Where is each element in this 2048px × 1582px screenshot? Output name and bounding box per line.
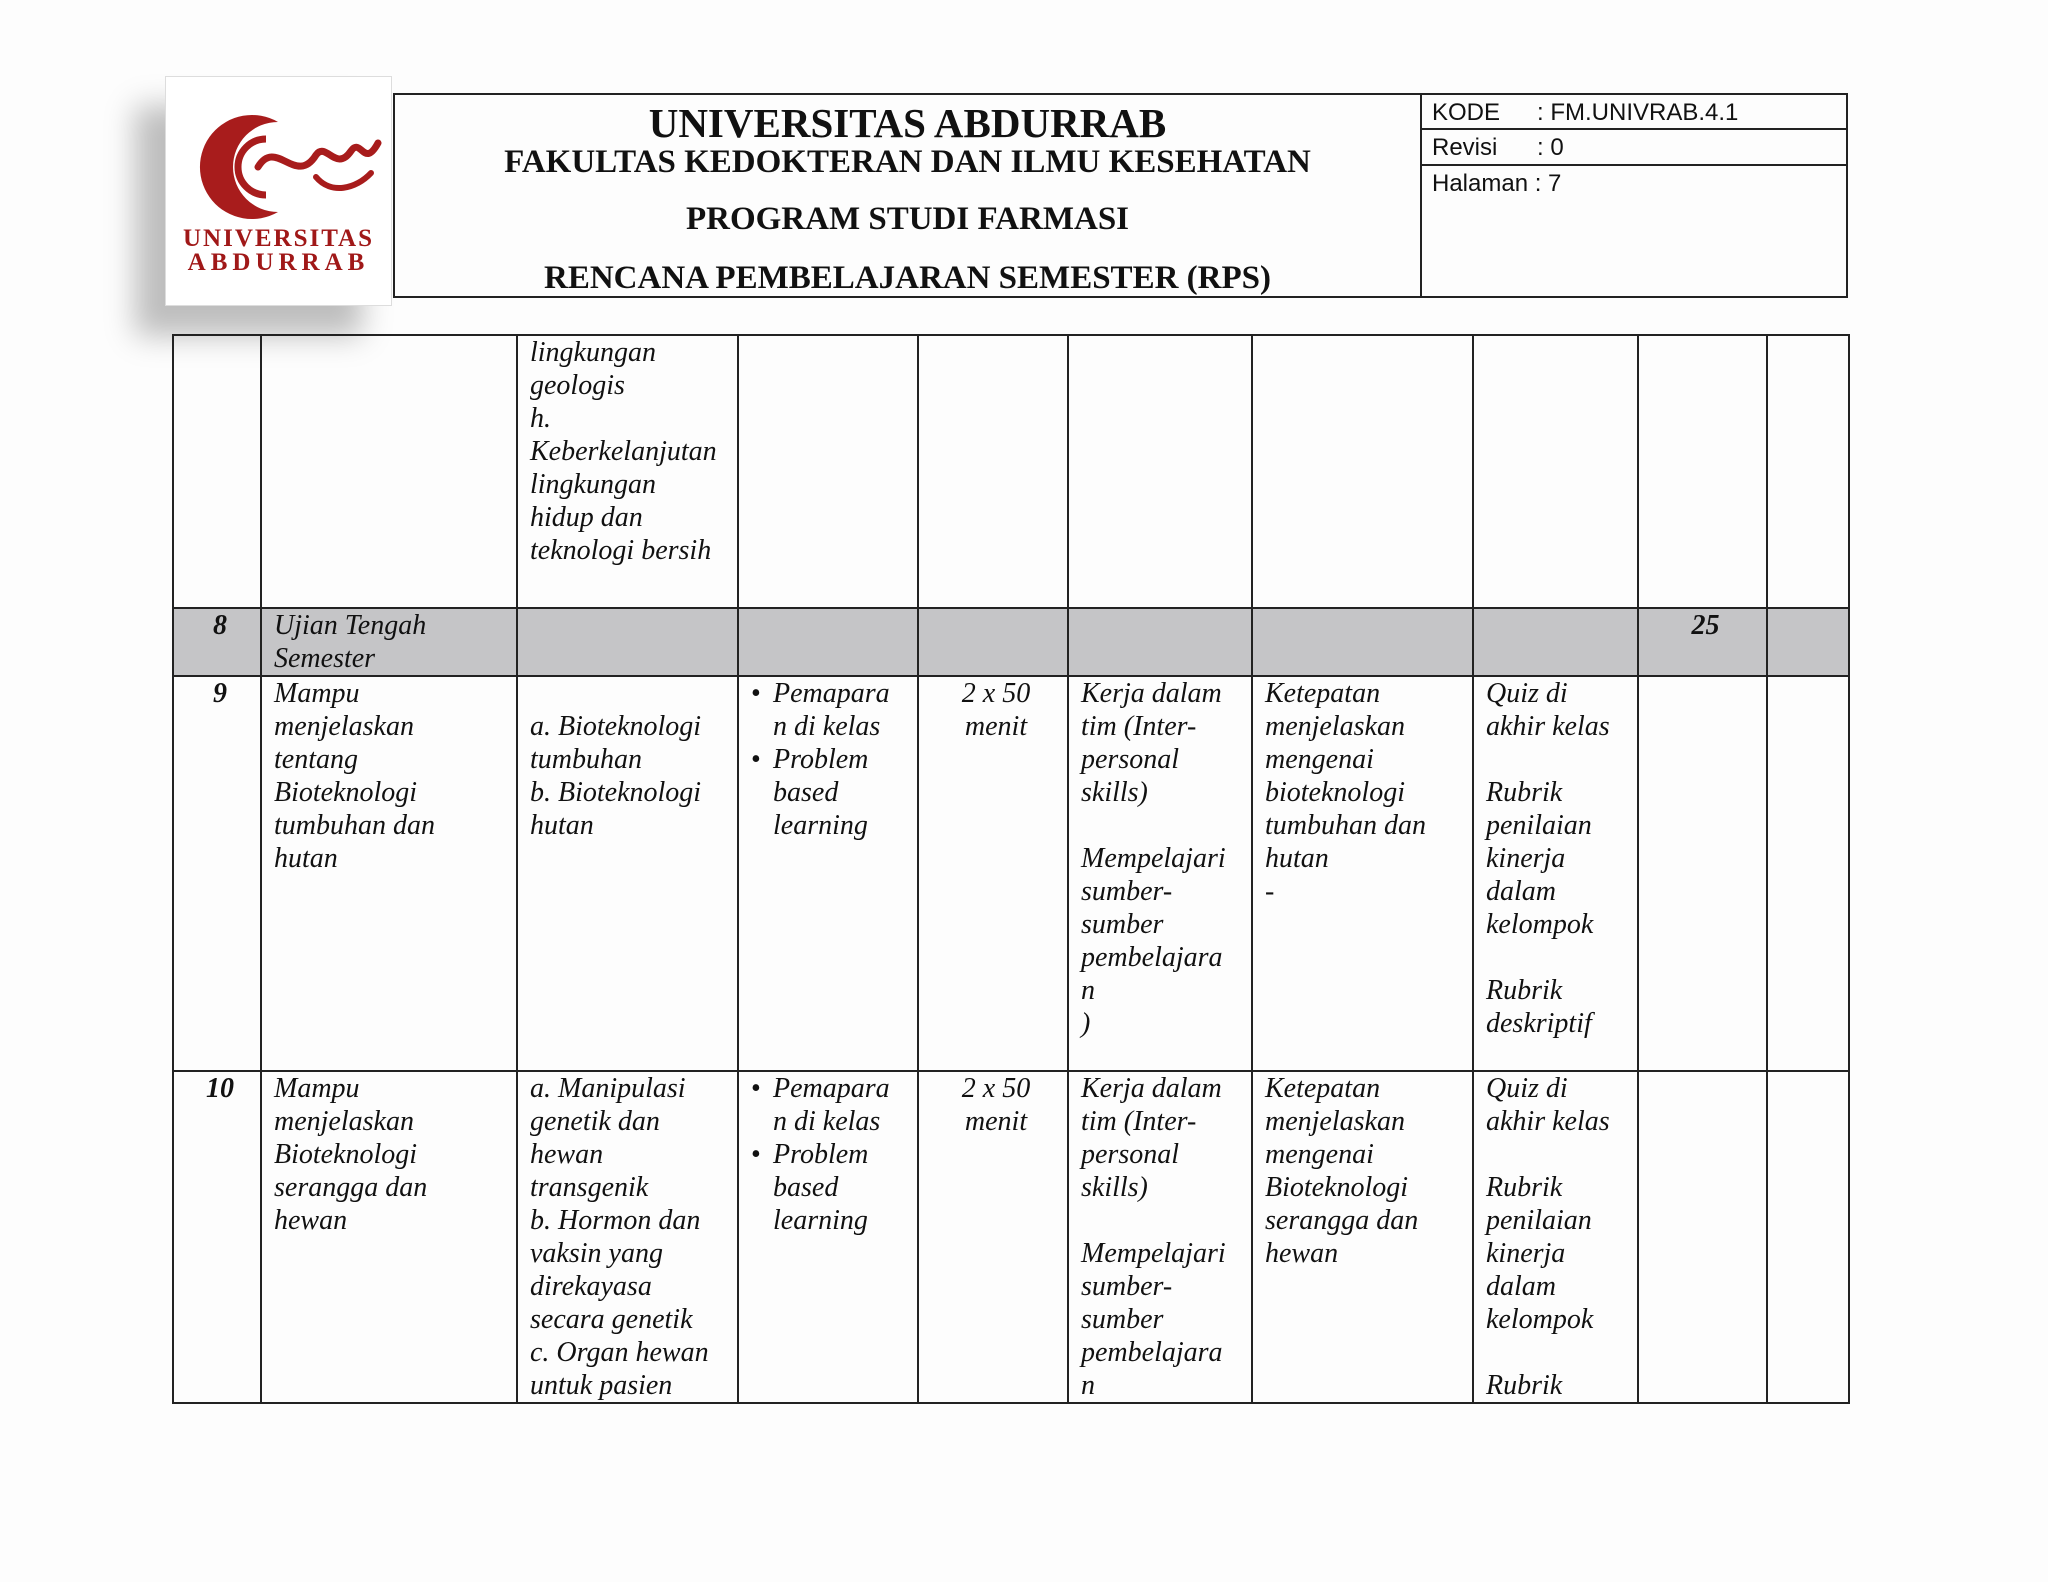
cell-line: a. Bioteknologi [530, 711, 702, 742]
method-item [751, 1138, 911, 1237]
cell-line: Rubrik [1486, 777, 1563, 808]
cell-kemampuan [261, 608, 517, 676]
cell-line: Mempelajari [1081, 1238, 1226, 1269]
cell-line: tumbuhan dan [1265, 810, 1426, 841]
cell-line: penilaian [1486, 1205, 1592, 1236]
cell-line [1486, 941, 1631, 974]
cell-line: tentang [274, 744, 358, 775]
cell-line: kelompok [1486, 909, 1594, 940]
cell-line: deskriptif [1486, 1008, 1592, 1039]
cell-line: Kerja dalam [1081, 678, 1222, 709]
cell-line: vaksin yang [530, 1238, 663, 1269]
cell-line: lingkungan [530, 469, 656, 500]
cell-line: tumbuhan [530, 744, 642, 775]
cell-line: menjelaskan [1265, 1106, 1405, 1137]
university-logo [165, 76, 392, 306]
cell-line: dalam [1486, 876, 1556, 907]
method-line: n di kelas [773, 711, 881, 742]
cell-line: untuk pasien [530, 1370, 673, 1401]
cell-line: geologis [530, 370, 625, 401]
cell-line: mengenai [1265, 744, 1374, 775]
cell-line: hutan [274, 843, 338, 874]
faculty-name: FAKULTAS KEDOKTERAN DAN ILMU KESEHATAN [504, 144, 1311, 180]
cell-line: hewan [530, 1139, 604, 1170]
meta-halaman: Halaman : 7 [1432, 170, 1562, 197]
program-name: PROGRAM STUDI FARMASI [685, 201, 1130, 237]
cell-line: menjelaskan [274, 711, 414, 742]
method-line: • Pemapara [773, 678, 890, 709]
method-line: • Problem [773, 1139, 869, 1170]
method-item [751, 1072, 911, 1138]
cell-line: Rubrik [1486, 1172, 1563, 1203]
cell-line: a. Manipulasi [530, 1073, 686, 1104]
cell-line: pembelajara [1081, 942, 1223, 973]
cell-metode [738, 1071, 918, 1403]
cell-pengalaman [1068, 676, 1252, 1071]
method-line: learning [773, 810, 868, 841]
method-line: • Pemapara [773, 1073, 890, 1104]
cell-line: mengenai [1265, 1139, 1374, 1170]
cell-line: Bioteknologi [1265, 1172, 1409, 1203]
cell-line [1486, 1336, 1631, 1369]
table-row-continued [173, 335, 1849, 608]
cell-line [1486, 743, 1631, 776]
cell-line: Keberkelanjutan [530, 436, 717, 467]
cell-line: hewan [274, 1205, 348, 1236]
cell-line: Quiz di [1486, 678, 1568, 709]
logo-line-1: UNIVERSITAS [182, 225, 375, 252]
cell-line: transgenik [530, 1172, 649, 1203]
cell-indikator [1473, 676, 1638, 1071]
cell-line: dalam [1486, 1271, 1556, 1302]
cell-line: hidup dan [530, 502, 643, 533]
cell-line: lingkungan [530, 337, 656, 368]
cell-line: serangga dan [274, 1172, 428, 1203]
cell-line: hewan [1265, 1238, 1339, 1269]
cell-line: menjelaskan [274, 1106, 414, 1137]
cell-line: n [1081, 975, 1095, 1006]
cell-line: hutan [1265, 843, 1329, 874]
cell-line: Kerja dalam [1081, 1073, 1222, 1104]
cell-waktu [918, 676, 1068, 1071]
cell-kriteria [1252, 1071, 1473, 1403]
method-line: based [773, 1172, 839, 1203]
cell-line [1081, 809, 1245, 842]
week-number: 8 [173, 608, 261, 676]
cell-line: Bioteknologi [274, 1139, 418, 1170]
method-line: based [773, 777, 839, 808]
cell-materi [517, 676, 738, 1071]
cell-line: sumber [1081, 909, 1164, 940]
cell-pengalaman [1068, 1071, 1252, 1403]
cell-line: skills) [1081, 777, 1148, 808]
cell-line: sumber- [1081, 876, 1173, 907]
cell-line: Ketepatan [1265, 1073, 1381, 1104]
cell-waktu [918, 1071, 1068, 1403]
cell-line: 2 x 50 [961, 1073, 1031, 1104]
cell-line: ) [1081, 1008, 1091, 1039]
document-title: RENCANA PEMBELAJARAN SEMESTER (RPS) [544, 260, 1271, 296]
method-item [751, 743, 911, 842]
cell-line: Ketepatan [1265, 678, 1381, 709]
cell-line: h. [530, 403, 551, 434]
cell-line: akhir kelas [1486, 711, 1610, 742]
table-row-week-8 [173, 608, 1849, 676]
meta-kode: KODE : FM.UNIVRAB.4.1 [1420, 95, 1846, 130]
cell-indikator [1473, 1071, 1638, 1403]
cell-line: tumbuhan dan [274, 810, 435, 841]
header-title-block [395, 95, 1422, 296]
table-row-week-9 [173, 676, 1849, 1071]
cell-bobot: 25 [1638, 608, 1767, 676]
method-line: n di kelas [773, 1106, 881, 1137]
cell-line: tim (Inter- [1081, 711, 1197, 742]
cell-kemampuan [261, 1071, 517, 1403]
cell-kemampuan [261, 676, 517, 1071]
cell-line: direkayasa [530, 1271, 652, 1302]
cell-line: menjelaskan [1265, 711, 1405, 742]
cell-line: Bioteknologi [274, 777, 418, 808]
cell-line: bioteknologi [1265, 777, 1405, 808]
cell-line: Mampu [274, 1073, 360, 1104]
cell-metode [738, 676, 918, 1071]
method-line: • Problem [773, 744, 869, 775]
cell-line: hutan [530, 810, 594, 841]
week-number: 10 [173, 1071, 261, 1403]
cell-kriteria [1252, 676, 1473, 1071]
cell-line [1486, 1138, 1631, 1171]
cell-line: Rubrik [1486, 1370, 1563, 1401]
cell-line: Mempelajari [1081, 843, 1226, 874]
week-number: 9 [173, 676, 261, 1071]
rps-table [172, 334, 1850, 1404]
cell-line: pembelajara [1081, 1337, 1223, 1368]
cell-line: menit [964, 1106, 1028, 1137]
method-list [751, 677, 911, 842]
method-list [751, 1072, 911, 1237]
cell-materi [517, 1071, 738, 1403]
cell-line: kinerja [1486, 843, 1566, 874]
cell-line: Quiz di [1486, 1073, 1568, 1104]
cell-line: genetik dan [530, 1106, 660, 1137]
cell-line: penilaian [1486, 810, 1592, 841]
cell-line: Ujian Tengah [274, 610, 427, 641]
cell-line: b. Bioteknologi [530, 777, 702, 808]
logo-line-2: ABDURRAB [187, 249, 370, 276]
cell-line: menit [964, 711, 1028, 742]
document-header [393, 93, 1848, 298]
cell-line: sumber [1081, 1304, 1164, 1335]
cell-line: tim (Inter- [1081, 1106, 1197, 1137]
cell-line [1081, 1204, 1245, 1237]
cell-line: b. Hormon dan [530, 1205, 701, 1236]
cell-line: sumber- [1081, 1271, 1173, 1302]
cell-line: kelompok [1486, 1304, 1594, 1335]
cell-line: teknologi bersih [530, 535, 712, 566]
cell-line: skills) [1081, 1172, 1148, 1203]
document-meta [1420, 95, 1846, 296]
cell-materi [517, 335, 738, 608]
cell-line: akhir kelas [1486, 1106, 1610, 1137]
cell-line: - [1265, 876, 1275, 907]
cell-line: kinerja [1486, 1238, 1566, 1269]
cell-line: Semester [274, 643, 376, 674]
method-line: learning [773, 1205, 868, 1236]
cell-line: serangga dan [1265, 1205, 1419, 1236]
cell-line: Rubrik [1486, 975, 1563, 1006]
meta-revisi: Revisi : 0 [1420, 130, 1846, 166]
cell-line: Mampu [274, 678, 360, 709]
method-item [751, 677, 911, 743]
cell-line: personal [1081, 744, 1179, 775]
cell-line: c. Organ hewan [530, 1337, 709, 1368]
cell-line: personal [1081, 1139, 1179, 1170]
cell-line: n [1081, 1370, 1095, 1401]
university-name: UNIVERSITAS ABDURRAB [648, 100, 1167, 146]
cell-line: secara genetik [530, 1304, 693, 1335]
table-row-week-10 [173, 1071, 1849, 1403]
cell-line: 2 x 50 [961, 678, 1031, 709]
